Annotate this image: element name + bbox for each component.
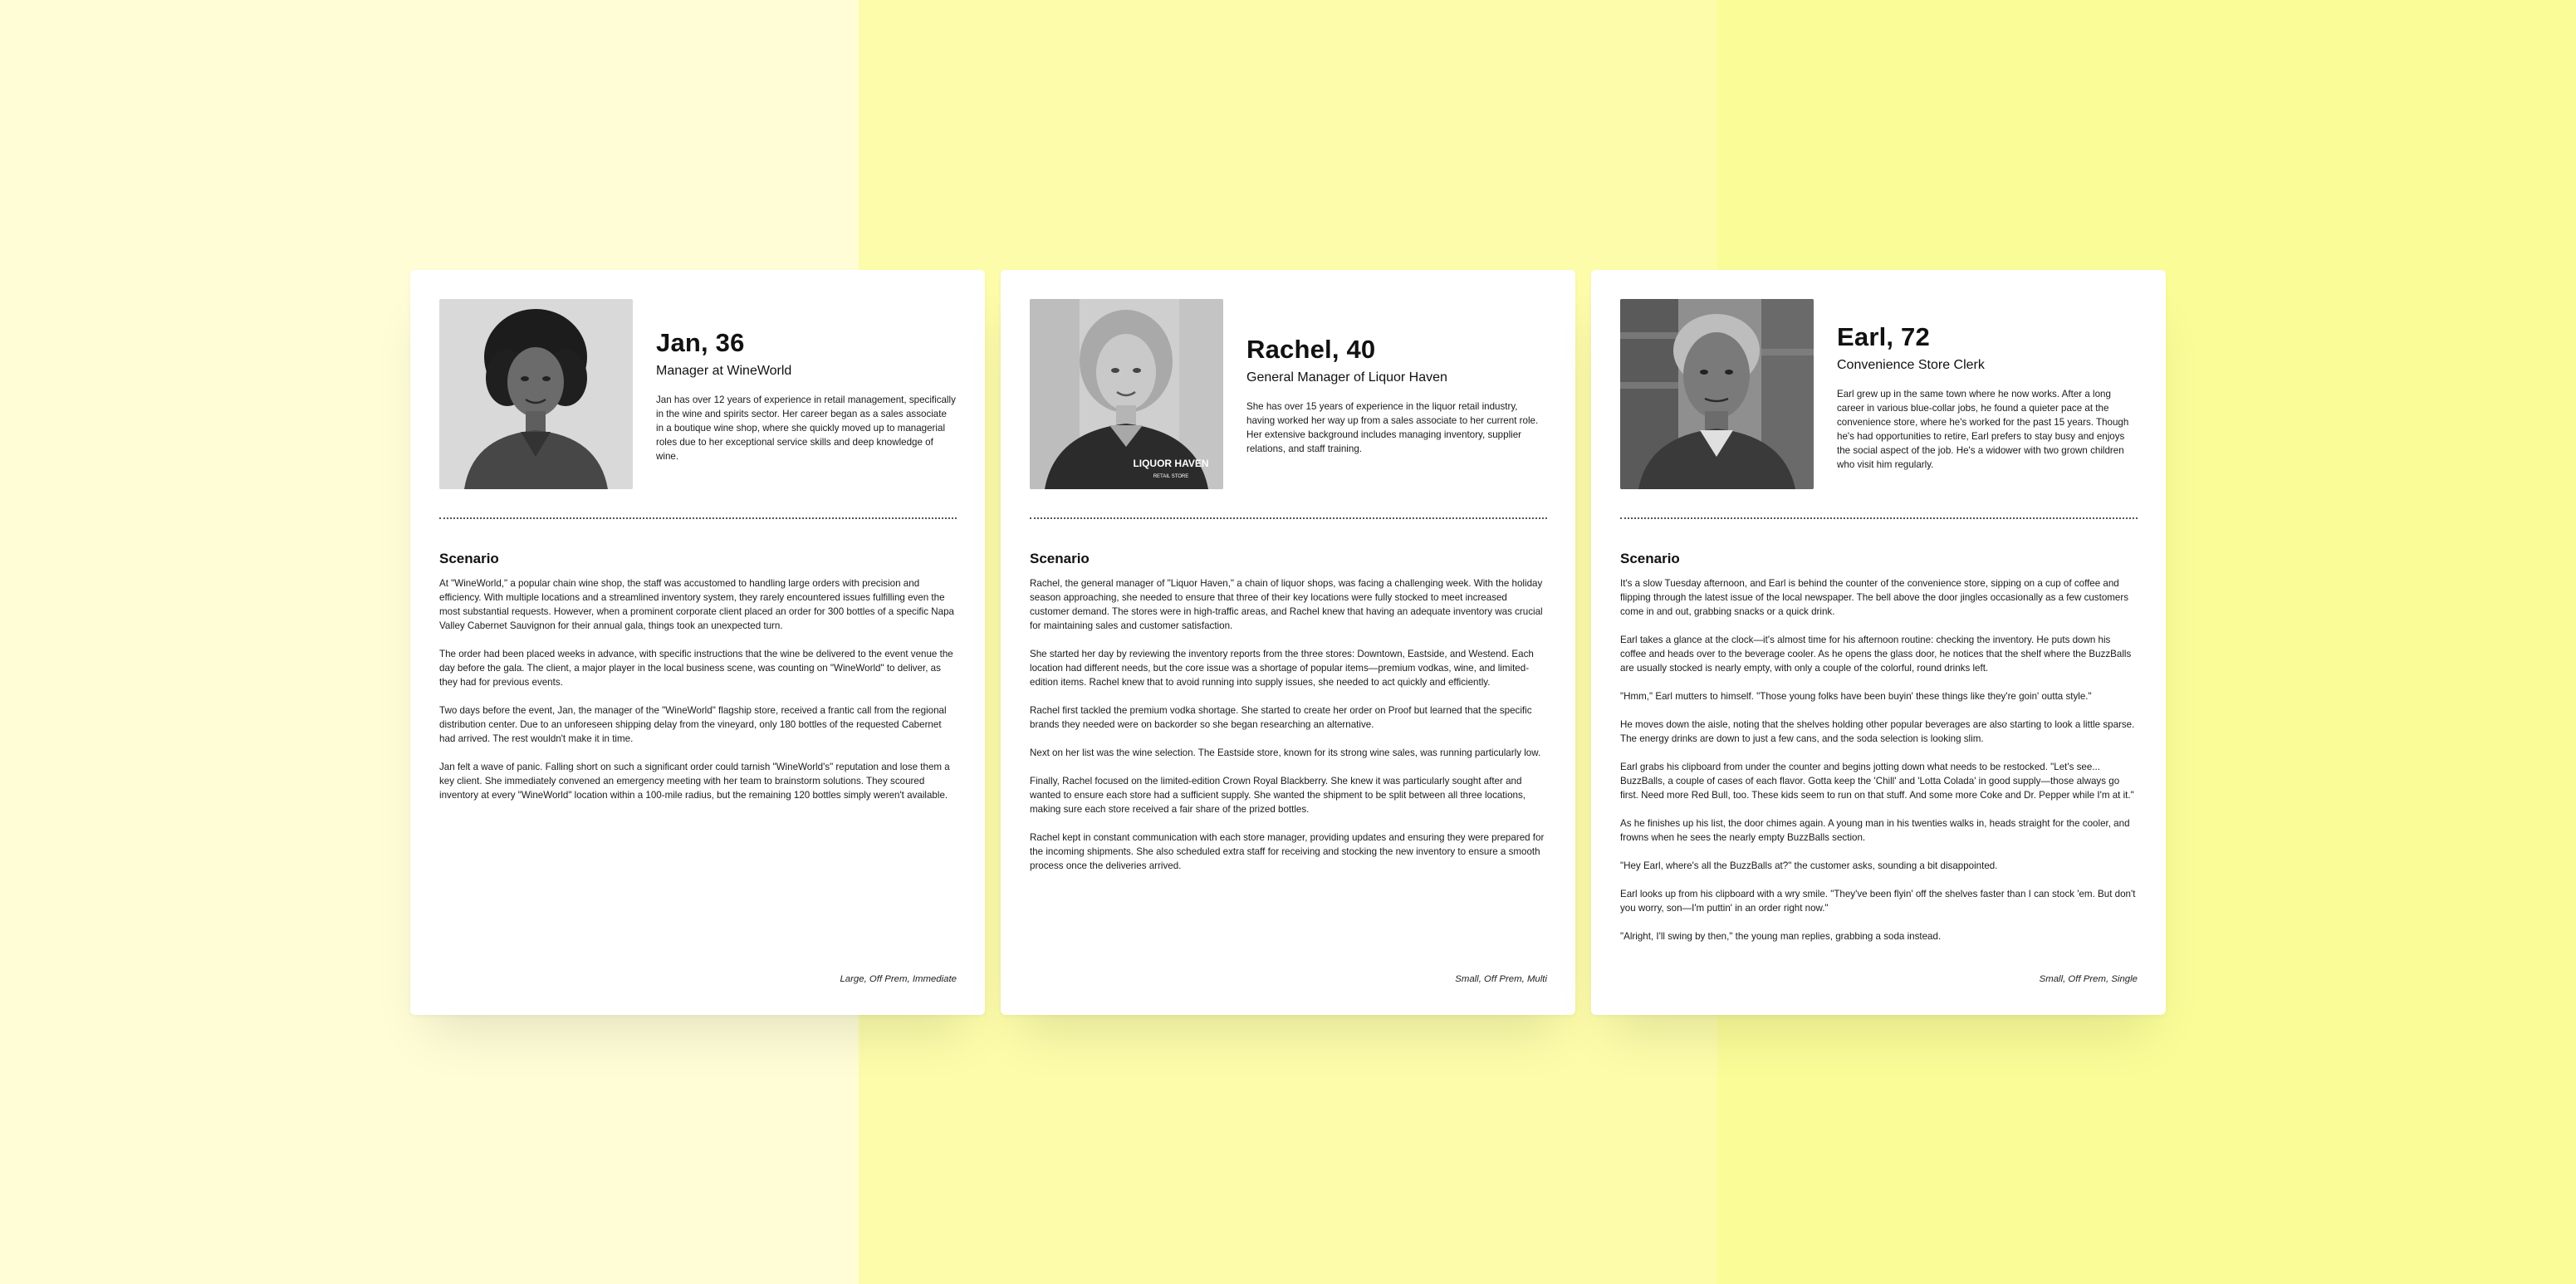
- scenario-heading: Scenario: [1620, 551, 1680, 566]
- persona-role: General Manager of Liquor Haven: [1246, 370, 1447, 385]
- persona-tags: Small, Off Prem, Multi: [1455, 974, 1547, 984]
- scenario-paragraph: Two days before the event, Jan, the manager of the "WineWorld" flagship store, received a frantic call from the regional distribution center. Due to an unforeseen shipping delay from the vineyard, only 180 bottles of the requested Cabernet had arrived. The rest wouldn't make it in time.: [439, 705, 947, 744]
- dotted-divider: [1030, 517, 1547, 519]
- scenario-paragraph: Jan felt a wave of panic. Falling short on such a significant order could tarnish "WineWorld's" reputation and lose them a key client. She immediately convened an emergency meeting with her team to brainstorm solutions. They scoured inventory at every "WineWorld" location within a 100-mile radius, but the remaining 120 bottles simply weren't available.: [439, 762, 950, 801]
- persona-name: Rachel, 40: [1246, 335, 1376, 364]
- scenario-paragraph: Earl takes a glance at the clock—it's almost time for his afternoon routine: checking the inventory. He puts down his coffee and heads over to the beverage cooler. As he opens the glass door, he notices that the shelf where the BuzzBalls are usually stocked is nearly empty, with only a couple of the colorful, round drinks left.: [1620, 635, 2132, 674]
- shirt-logo-text: LIQUOR HAVEN: [1133, 458, 1209, 469]
- scenario-paragraph: Earl looks up from his clipboard with a wry smile. "They've been flyin' off the shelves faster than I can stock 'em. But don't you worry, son—I'm puttin' in an order right now.": [1620, 889, 2136, 914]
- persona-photo-rachel: [1030, 299, 1223, 489]
- scenario-paragraph: Rachel kept in constant communication with each store manager, providing updates and ensuring they were prepared for the incoming shipments. She also scheduled extra staff for receiving and stocking the new inventory to ensure a smooth process once the deliveries arrived.: [1030, 832, 1545, 871]
- persona-info: [1246, 335, 1547, 456]
- persona-card-rachel: [1001, 270, 1575, 1015]
- persona-card-jan: [410, 270, 985, 1015]
- scenario-paragraph: The order had been placed weeks in advance, with specific instructions that the wine be delivered to the event venue the day before the gala. The client, a major player in the local business scene, was counting on "WineWorld" to deliver, as they had for previous events.: [439, 649, 953, 688]
- persona-role: Manager at WineWorld: [656, 364, 792, 378]
- dotted-divider: [439, 517, 957, 519]
- persona-card-earl: [1591, 270, 2166, 1015]
- scenario-paragraph: She started her day by reviewing the inventory reports from the three stores: Downtown, Eastside, and Westend. Each location had different needs, but the core issue was a shortage of popular items—premium vodkas, wine, and limited-edition items. Rachel knew that to avoid running into supply issues, she needed to act quickly and efficiently.: [1030, 649, 1534, 688]
- scenario-paragraph: He moves down the aisle, noting that the shelves holding other popular beverages are also starting to look a little sparse. The energy drinks are down to just a few cans, and the soda selection is looking slim.: [1620, 719, 2135, 744]
- scenario-paragraph: As he finishes up his list, the door chimes again. A young man in his twenties walks in, heads straight for the cooler, and frowns when he sees the nearly empty BuzzBalls section.: [1620, 818, 2130, 843]
- portrait-image: [1030, 299, 1223, 489]
- scenario-text: [1620, 576, 2138, 958]
- portrait-image: [1620, 299, 1814, 489]
- persona-photo-earl: [1620, 299, 1814, 489]
- scenario-text: [439, 576, 957, 816]
- persona-bio: She has over 15 years of experience in the liquor retail industry, having worked her way up from a sales associate to her current role. Her extensive background includes managing inventory, supplier relations, and staff training.: [1246, 401, 1539, 454]
- scenario-paragraph: It's a slow Tuesday afternoon, and Earl is behind the counter of the convenience store, sipping on a cup of coffee and flipping through the latest issue of the local newspaper. The bell above the door jingles occasionally as a few customers come in and out, grabbing snacks or a quick drink.: [1620, 578, 2129, 617]
- persona-name: Jan, 36: [656, 328, 745, 357]
- persona-bio: Earl grew up in the same town where he now works. After a long career in various blue-collar jobs, he found a quieter pace at the convenience store, where he's worked for the past 15 years. Though he's had opportunities to retire, Earl prefers to stay busy and enjoys the social aspect of the job. He's a widower with two grown children who visit him regularly.: [1837, 389, 2129, 470]
- scenario-paragraph: At "WineWorld," a popular chain wine shop, the staff was accustomed to handling large orders with precision and efficiency. With multiple locations and a streamlined inventory system, they rarely encountered issues fulfilling even the most substantial requests. However, when a prominent corporate client placed an order for 300 bottles of a specific Napa Valley Cabernet Sauvignon for their annual gala, things took an unexpected turn.: [439, 578, 954, 631]
- scenario-paragraph: "Hey Earl, where's all the BuzzBalls at?" the customer asks, sounding a bit disappointed.: [1620, 860, 1998, 871]
- persona-tags: Large, Off Prem, Immediate: [840, 974, 957, 984]
- scenario-heading: Scenario: [1030, 551, 1090, 566]
- persona-info: [1837, 322, 2138, 472]
- scenario-paragraph: "Alright, I'll swing by then," the young man replies, grabbing a soda instead.: [1620, 931, 1942, 942]
- scenario-text: [1030, 576, 1547, 887]
- portrait-image: [439, 299, 633, 489]
- dotted-divider: [1620, 517, 2138, 519]
- scenario-paragraph: Finally, Rachel focused on the limited-edition Crown Royal Blackberry. She knew it was particularly sought after and wanted to ensure each store had a sufficient supply. She wanted the shipment to be split between all three locations, making sure each store received a fair share of the prized bottles.: [1030, 776, 1526, 815]
- scenario-paragraph: Rachel, the general manager of "Liquor Haven," a chain of liquor shops, was facing a challenging week. With the holiday season approaching, she needed to ensure that three of their key locations were fully stocked to meet increased customer demand. The stores were in high-traffic areas, and Rachel knew that having an adequate inventory was crucial for maintaining sales and customer satisfaction.: [1030, 578, 1543, 631]
- persona-name: Earl, 72: [1837, 322, 1930, 351]
- scenario-paragraph: Next on her list was the wine selection. The Eastside store, known for its strong wine sales, was running particularly low.: [1030, 747, 1541, 758]
- scenario-paragraph: "Hmm," Earl mutters to himself. "Those young folks have been buyin' these things like they're goin' outta style.": [1620, 691, 2092, 702]
- shirt-logo-subtext: RETAIL STORE: [1153, 474, 1189, 479]
- scenario-paragraph: Rachel first tackled the premium vodka shortage. She started to create her order on Proof but learned that the specific brands they needed were on backorder so she began researching an alternative.: [1030, 705, 1532, 730]
- scenario-heading: Scenario: [439, 551, 499, 566]
- persona-tags: Small, Off Prem, Single: [2039, 974, 2138, 984]
- persona-bio: Jan has over 12 years of experience in retail management, specifically in the wine and spirits sector. Her career began as a sales associate in a boutique wine shop, where she quickly moved up to managerial roles due to her exceptional service skills and deep knowledge of wine.: [656, 395, 956, 462]
- scenario-paragraph: Earl grabs his clipboard from under the counter and begins jotting down what needs to be restocked. "Let's see... BuzzBalls, a couple of cases of each flavor. Gotta keep the 'Chill' and 'Lotta Colada' in good supply—those always go first. Need more Red Bull, too. These kids seem to run on that stuff. And some more Coke and Dr. Pepper while I'm at it.": [1620, 762, 2134, 801]
- persona-role: Convenience Store Clerk: [1837, 358, 1985, 372]
- persona-photo-jan: [439, 299, 633, 489]
- persona-info: [656, 328, 957, 463]
